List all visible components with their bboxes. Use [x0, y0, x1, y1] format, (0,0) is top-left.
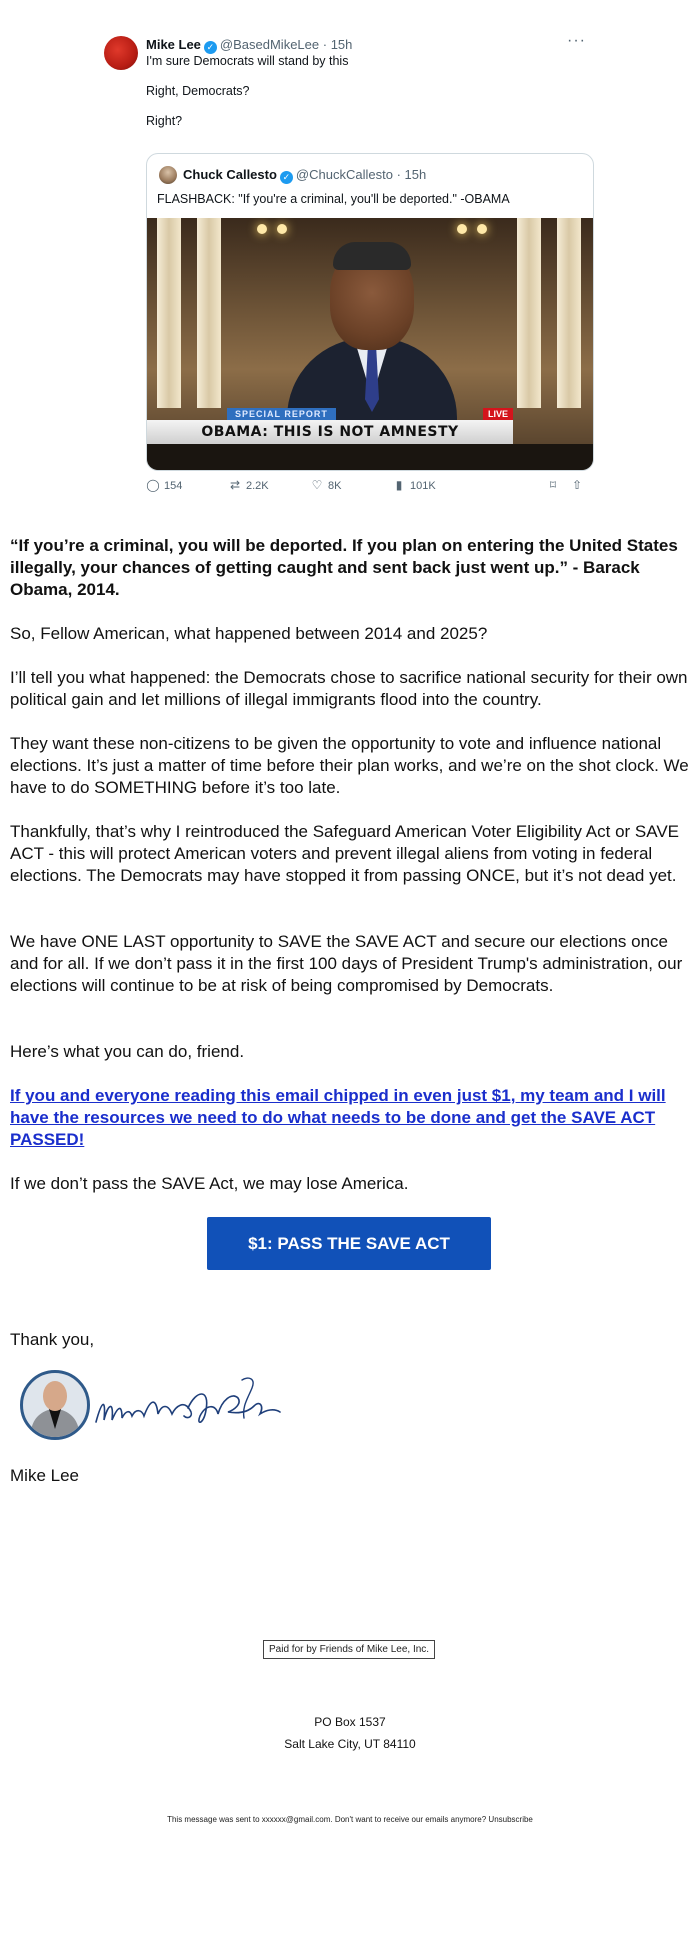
verified-icon: ✓	[280, 171, 293, 184]
donate-link[interactable]: If you and everyone reading this email chipped in even just $1, my team and I will have the resources we need to do what needs to be done and get the SAVE ACT PASSED!	[10, 1086, 666, 1149]
repost-count: 2.2K	[246, 480, 269, 492]
address-line: Salt Lake City, UT 84110	[284, 1737, 416, 1751]
background-column	[517, 218, 541, 408]
quoted-tweet-header	[183, 167, 426, 184]
unsubscribe-link[interactable]: This message was sent to xxxxxx@gmail.com. Don't want to receive our emails anymore? Unsubscribe	[167, 1815, 533, 1824]
signer-avatar	[20, 1370, 90, 1440]
repost-icon: ⇄	[229, 478, 241, 492]
speaker-hair	[333, 242, 411, 270]
views-button[interactable]	[392, 478, 436, 492]
views-icon: ▮	[395, 478, 403, 492]
body-paragraph: Here’s what you can do, friend.	[10, 1042, 245, 1061]
chandelier-light	[277, 224, 287, 234]
embedded-tweet[interactable]	[96, 28, 606, 506]
signer-name: Mike Lee	[10, 1466, 79, 1485]
tweet-text-line: Right?	[146, 114, 183, 128]
tweet-author-avatar[interactable]	[104, 36, 138, 70]
views-count: 101K	[410, 480, 436, 492]
quoted-tweet-text: FLASHBACK: "If you're a criminal, you'll be deported." -OBAMA	[157, 192, 510, 206]
donate-button[interactable]: $1: PASS THE SAVE ACT	[207, 1217, 491, 1270]
body-paragraph: They want these non-citizens to be given the opportunity to vote and influence national elections. It’s just a matter of time before their plan works, and we’re on the shot clock. We have to do SOMETHING before it’s too late.	[10, 734, 689, 797]
live-badge: LIVE	[483, 408, 513, 420]
tweet-time: · 15h	[322, 37, 353, 52]
quoted-author-handle[interactable]: @ChuckCallesto	[295, 167, 393, 182]
tweet-author-handle[interactable]: @BasedMikeLee	[219, 37, 320, 52]
share-button[interactable]	[570, 478, 588, 492]
address-line: PO Box 1537	[314, 1715, 386, 1729]
background-column	[557, 218, 581, 408]
body-paragraph: We have ONE LAST opportunity to SAVE the SAVE ACT and secure our elections once and for all. If we don’t pass it in the first 100 days of President Trump's administration, our elections will continue to be at risk of being compromised by Democrats.	[10, 932, 683, 995]
chandelier-light	[457, 224, 467, 234]
tweet-text-line: Right, Democrats?	[146, 84, 250, 98]
share-icon: ⇧	[571, 478, 583, 492]
body-paragraph: I’ll tell you what happened: the Democrats chose to sacrifice national security for their own political gain and let millions of illegal immigrants flood into the country.	[10, 668, 688, 709]
quoted-author-name[interactable]: Chuck Callesto	[183, 167, 277, 182]
more-options-icon[interactable]: ···	[567, 32, 586, 49]
body-paragraph: Thankfully, that’s why I reintroduced the Safeguard American Voter Eligibility Act or SAVE ACT - this will protect American voters and prevent illegal aliens from voting in federal elections. The Democrats may have stopped it from passing ONCE, but it’s not dead yet.	[10, 822, 680, 885]
reply-count: 154	[164, 480, 183, 492]
special-report-tag: SPECIAL REPORT	[227, 408, 336, 420]
handwritten-signature	[92, 1370, 282, 1436]
bookmark-icon: ⌑	[549, 478, 557, 492]
video-thumbnail[interactable]	[147, 218, 593, 470]
sign-off: Thank you,	[10, 1330, 95, 1349]
video-floor	[147, 444, 593, 470]
tweet-author-name[interactable]: Mike Lee	[146, 37, 201, 52]
quoted-tweet[interactable]	[146, 153, 594, 471]
unsubscribe-note	[0, 1815, 700, 1824]
like-icon: ♡	[311, 478, 323, 492]
body-paragraph: If we don’t pass the SAVE Act, we may lose America.	[10, 1174, 409, 1193]
tweet-text-line: I'm sure Democrats will stand by this	[146, 54, 349, 68]
like-count: 8K	[328, 480, 342, 492]
quoted-tweet-time: · 15h	[396, 167, 427, 182]
avatar-head	[43, 1381, 67, 1411]
obama-quote: “If you’re a criminal, you will be deported. If you plan on entering the United States illegally, your chances of getting caught and sent back just went up.” - Barack Obama, 2014.	[10, 536, 678, 599]
quoted-author-avatar[interactable]	[159, 166, 177, 184]
background-column	[197, 218, 221, 408]
verified-icon: ✓	[204, 41, 217, 54]
tweet-header	[146, 37, 352, 54]
news-headline: OBAMA: THIS IS NOT AMNESTY	[147, 420, 513, 444]
like-button[interactable]	[310, 478, 341, 492]
tweet-action-bar	[146, 478, 592, 498]
reply-button[interactable]	[146, 478, 182, 492]
chandelier-light	[257, 224, 267, 234]
body-paragraph: So, Fellow American, what happened between 2014 and 2025?	[10, 624, 488, 643]
bookmark-button[interactable]	[546, 478, 564, 492]
repost-button[interactable]	[228, 478, 269, 492]
donate-link-paragraph	[10, 1085, 690, 1151]
paid-for-disclaimer: Paid for by Friends of Mike Lee, Inc.	[263, 1640, 435, 1659]
news-lower-third	[147, 408, 593, 444]
chandelier-light	[477, 224, 487, 234]
reply-icon: ◯	[146, 478, 160, 492]
background-column	[157, 218, 181, 408]
